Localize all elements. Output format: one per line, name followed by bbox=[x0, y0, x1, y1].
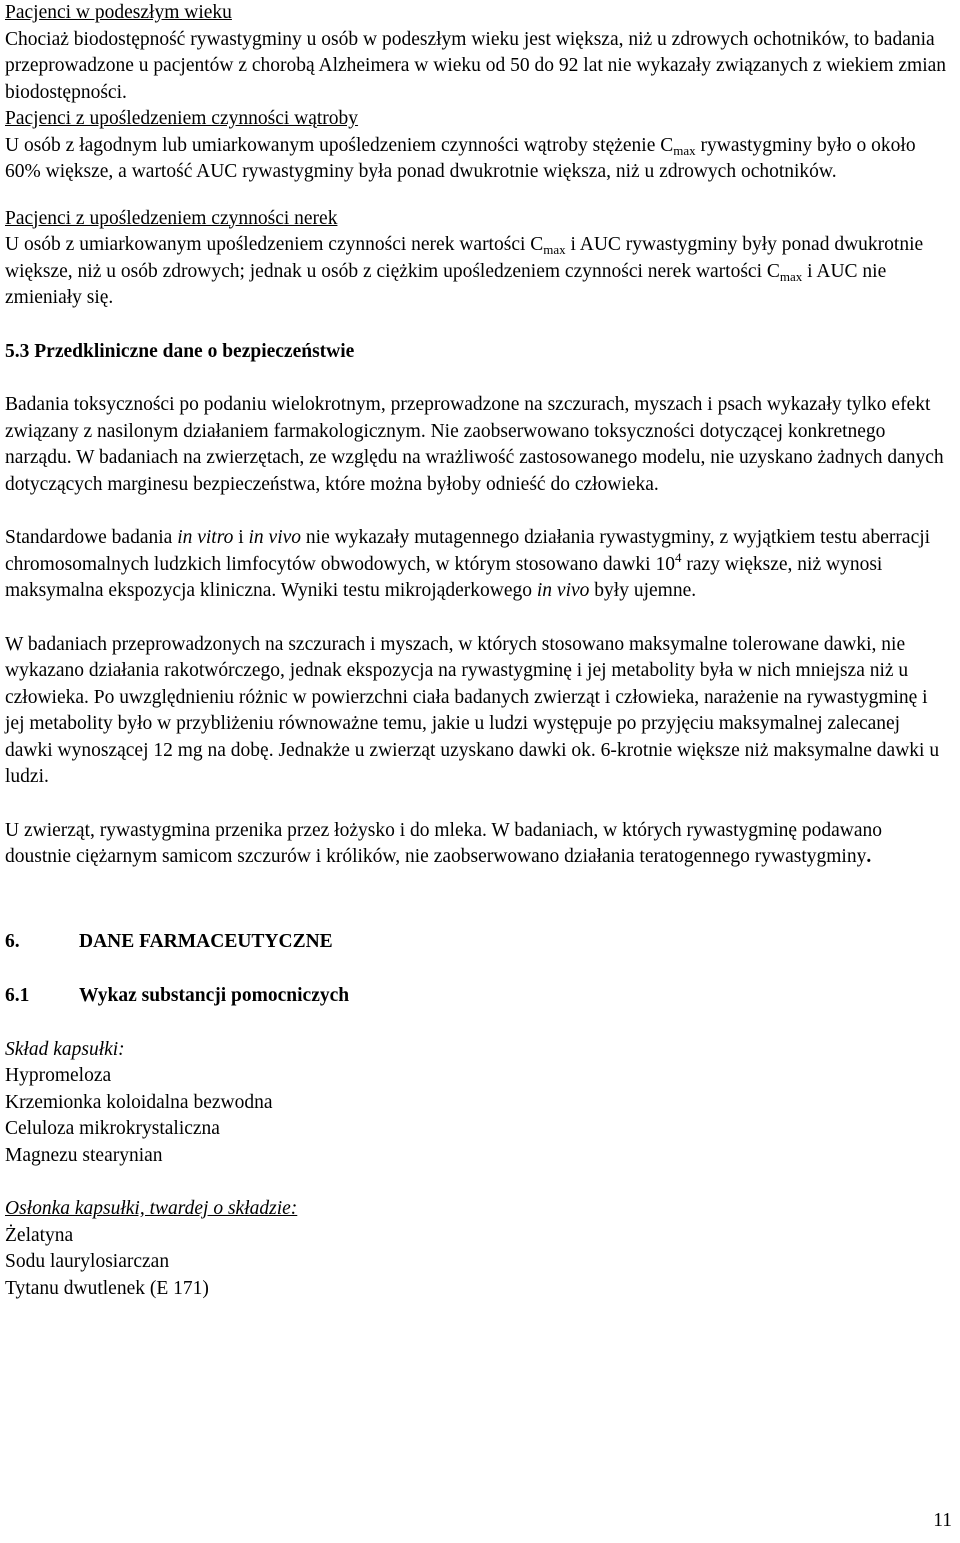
italic-run: in vivo bbox=[536, 580, 590, 601]
section-number: 6.1 bbox=[5, 985, 30, 1006]
liver-paragraph bbox=[5, 133, 950, 186]
text-run: i bbox=[233, 527, 249, 548]
text-run: Standardowe badania bbox=[5, 527, 178, 548]
preclinical-paragraph-1: Badania toksyczności po podaniu wielokrotnym, przeprowadzone na szczurach, myszach i psach wykazały tylko efekt związany z nasilonym działaniem farmakologicznym. Nie zaobserwowano toksyczności dotyczącej konkretnego narządu. W badaniach na zwierzętach, ze względu na wrażliwość zastosowanego modelu, nie uzyskano żadnych danych dotyczących marginesu bezpieczeństwa, które można byłoby odnieść do człowieka. bbox=[5, 394, 944, 495]
section-title: DANE FARMACEUTYCZNE bbox=[79, 930, 333, 952]
document-page bbox=[5, 0, 950, 1302]
shell-label: Osłonka kapsułki, twardej o składzie: bbox=[5, 1198, 298, 1219]
section-number: 6. bbox=[5, 930, 20, 952]
elderly-paragraph: Chociaż biodostępność rywastygminy u osób w podeszłym wieku jest większa, niż u zdrowych ochotników, to badania przeprowadzone u pacjentów z chorobą Alzheimera w wieku od 50 do 92 lat nie wykazały związanych z wiekiem zmian biodostępności. bbox=[5, 28, 947, 103]
section-6-heading bbox=[5, 929, 950, 956]
list-item: Hypromeloza bbox=[5, 1065, 112, 1086]
section-title: Wykaz substancji pomocniczych bbox=[79, 985, 350, 1006]
text-run: U zwierząt, rywastygmina przenika przez łożysko i do mleka. W badaniach, w których rywastygminę podawano doustnie ciężarnym samicom szczurów i królików, nie zaobserwowano działania teratogennego rywastygminy bbox=[5, 819, 883, 867]
kidney-heading: Pacjenci z upośledzeniem czynności nerek bbox=[5, 207, 338, 229]
cmax-subscript: max bbox=[779, 268, 803, 284]
preclinical-paragraph-3: W badaniach przeprowadzonych na szczurach i myszach, w których stosowano maksymalne tolerowane dawki, nie wykazano działania rakotwórczego, jednak ekspozycja na rywastygminę i jej metabolity była w nich mniejsza niż u człowieka. Po uwzględnieniu różnic w powierzchni ciała badanych zwierząt i człowieka, narażenie na rywastygminę i jej metabolity było w przybliżeniu równoważne temu, jakie u ludzi występuje po przyjęciu maksymalnej zalecanej dawki wynoszącej 12 mg na dobę. Jednakże u zwierząt uzyskano dawki ok. 6-krotnie większe niż maksymalne dawki u ludzi. bbox=[5, 633, 940, 787]
text-run: były ujemne. bbox=[589, 580, 697, 601]
text-run: nie wykazały mutagennego działania rywastygminy, z wyjątkiem testu aberracji chromosomalnych ludzkich limfocytów obwodowych, w którym stosowano dawki 10 bbox=[5, 527, 931, 575]
italic-run: in vivo bbox=[248, 527, 302, 548]
italic-run: in vitro bbox=[177, 527, 234, 548]
page-number: 11 bbox=[933, 1510, 952, 1531]
kidney-text-c: i AUC nie zmieniały się. bbox=[5, 260, 887, 308]
exponent-superscript: 4 bbox=[674, 549, 682, 565]
cmax-subscript: max bbox=[543, 242, 566, 257]
preclinical-heading: 5.3 Przedkliniczne dane o bezpieczeństwie bbox=[5, 340, 355, 362]
kidney-text-b: i AUC rywastygminy były ponad dwukrotnie większe, niż u osób zdrowych; jednak u osób z ciężkim upośledzeniem czynności nerek wartości C bbox=[5, 234, 924, 282]
list-item: Tytanu dwutlenek (E 171) bbox=[5, 1277, 209, 1299]
list-item: Magnezu stearynian bbox=[5, 1144, 163, 1166]
section-6-1-heading bbox=[5, 983, 950, 1010]
list-item: Krzemionka koloidalna bezwodna bbox=[5, 1091, 273, 1113]
list-item: Sodu laurylosiarczan bbox=[5, 1251, 170, 1272]
cmax-subscript: max bbox=[673, 142, 696, 158]
preclinical-paragraph-4 bbox=[5, 818, 950, 871]
preclinical-paragraph-2 bbox=[5, 525, 950, 605]
liver-text-b: rywastygminy było o około 60% większe, a wartość AUC rywastygminy była ponad dwukrotnie większa, niż u zdrowych ochotników. bbox=[5, 134, 916, 182]
elderly-heading: Pacjenci w podeszłym wieku bbox=[5, 2, 232, 23]
capsule-label: Skład kapsułki: bbox=[5, 1038, 125, 1060]
list-item: Żelatyna bbox=[5, 1224, 74, 1246]
bold-period: . bbox=[866, 846, 872, 867]
liver-text-a: U osób z łagodnym lub umiarkowanym upośledzeniem czynności wątroby stężenie C bbox=[5, 134, 674, 156]
kidney-text-a: U osób z umiarkowanym upośledzeniem czynności nerek wartości C bbox=[5, 234, 544, 255]
list-item: Celuloza mikrokrystaliczna bbox=[5, 1118, 220, 1139]
liver-heading: Pacjenci z upośledzeniem czynności wątroby bbox=[5, 108, 359, 129]
text-run: razy większe, niż wynosi maksymalna ekspozycja kliniczna. Wyniki testu mikrojąderkowego bbox=[5, 553, 883, 601]
kidney-paragraph bbox=[5, 232, 950, 312]
